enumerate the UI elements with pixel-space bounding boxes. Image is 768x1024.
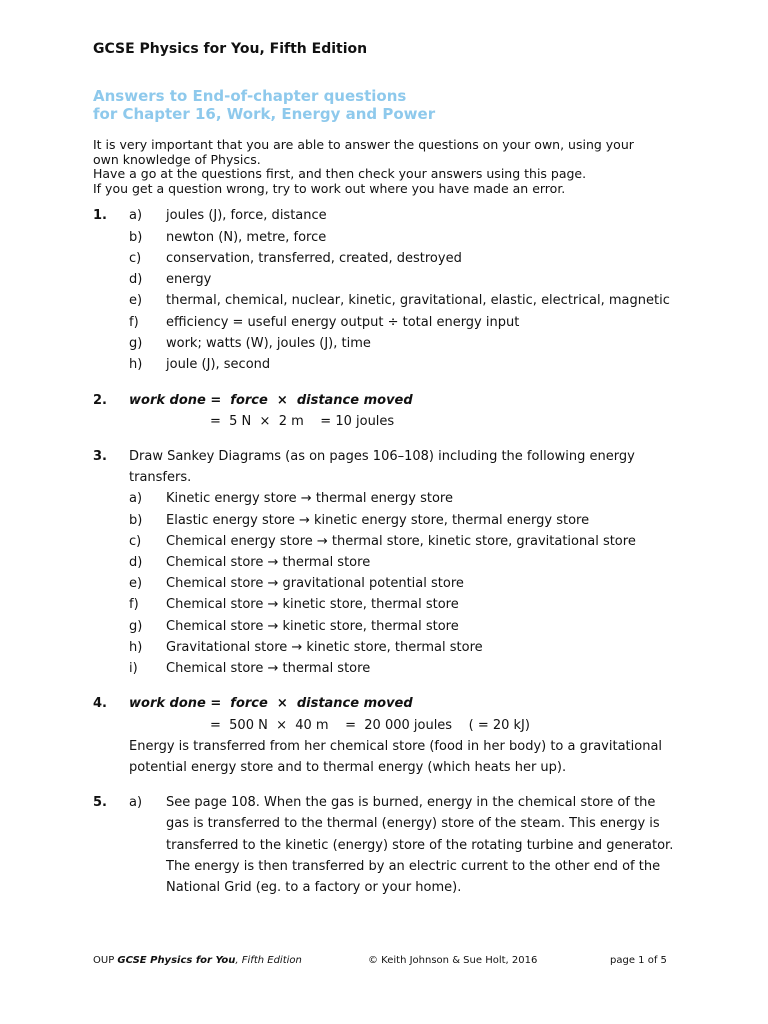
paragraph-line: The energy is then transferred by an electric current to the other end of the [166, 858, 661, 874]
answer-text: efficiency = useful energy output ÷ total energy input [166, 315, 520, 330]
question-number: 4. [93, 696, 107, 711]
question-3-intro [129, 446, 635, 489]
question-5-answer [166, 792, 673, 898]
answer-text: Chemical energy store → thermal store, kinetic store, gravitational store [166, 534, 636, 549]
answer-text: joule (J), second [166, 357, 271, 372]
paragraph-line: gas is transferred to the thermal (energy) store of the steam. This energy is [166, 816, 660, 832]
intro-line: If you get a question wrong, try to work out where you have made an error. [93, 180, 566, 196]
item-label: b) [129, 230, 143, 245]
item-label: f) [129, 597, 139, 612]
footer-publication [93, 955, 302, 966]
paragraph-line: transfers. [129, 470, 192, 486]
footer-edition: , Fifth Edition [235, 955, 302, 966]
chapter-heading [93, 87, 435, 123]
page-title: GCSE Physics for You, Fifth Edition [93, 41, 368, 57]
item-label: g) [129, 619, 143, 634]
item-label: f) [129, 315, 139, 330]
answer-text: joules (J), force, distance [166, 208, 327, 223]
question-number: 1. [93, 208, 107, 223]
question-number: 5. [93, 795, 107, 810]
item-label: c) [129, 251, 142, 266]
paragraph-line: potential energy store and to thermal energy (which heats her up). [129, 760, 567, 776]
answer-text: work; watts (W), joules (J), time [166, 336, 371, 351]
answer-text: Chemical store → gravitational potential store [166, 576, 464, 591]
paragraph-line: transferred to the kinetic (energy) store of the rotating turbine and generator. [166, 837, 674, 853]
footer-publisher: OUP [93, 955, 118, 966]
answer-text: Chemical store → kinetic store, thermal store [166, 619, 459, 634]
answer-text: Chemical store → thermal store [166, 555, 371, 570]
chapter-heading-line2: for Chapter 16, Work, Energy and Power [93, 105, 436, 123]
item-label: a) [129, 491, 143, 506]
answer-text: energy [166, 272, 212, 287]
footer-copyright: © Keith Johnson & Sue Holt, 2016 [368, 955, 538, 966]
question-4-explanation [129, 736, 662, 779]
answer-text: newton (N), metre, force [166, 230, 327, 245]
question-number: 2. [93, 393, 107, 408]
item-label: a) [129, 795, 143, 810]
item-label: d) [129, 272, 143, 287]
answer-text: Kinetic energy store → thermal energy store [166, 491, 453, 506]
answer-text: Chemical store → thermal store [166, 661, 371, 676]
paragraph-line: See page 108. When the gas is burned, energy in the chemical store of the [166, 795, 656, 810]
answer-text: thermal, chemical, nuclear, kinetic, gravitational, elastic, electrical, magnetic [166, 293, 670, 308]
paragraph-line: Energy is transferred from her chemical store (food in her body) to a gravitational [129, 739, 663, 754]
paragraph-line: Draw Sankey Diagrams (as on pages 106–108) including the following energy [129, 449, 635, 464]
formula: work done = force × distance moved [129, 393, 413, 408]
item-label: a) [129, 208, 143, 223]
item-label: c) [129, 534, 142, 549]
chapter-heading-line1: Answers to End-of-chapter questions [93, 87, 407, 105]
footer-page-number: page 1 of 5 [610, 955, 667, 966]
answer-text: Chemical store → kinetic store, thermal store [166, 597, 459, 612]
item-label: e) [129, 576, 143, 591]
answer-text: Elastic energy store → kinetic energy store, thermal energy store [166, 513, 590, 528]
intro-line: It is very important that you are able to answer the questions on your own, using your [93, 137, 634, 152]
answer-text: conservation, transferred, created, destroyed [166, 251, 462, 266]
answer-text: Gravitational store → kinetic store, thermal store [166, 640, 483, 655]
calculation: = 5 N × 2 m = 10 joules [210, 414, 395, 429]
item-label: h) [129, 640, 143, 655]
item-label: d) [129, 555, 143, 570]
footer-book-title: GCSE Physics for You [117, 955, 236, 966]
intro-line: Have a go at the questions first, and then check your answers using this page. [93, 166, 587, 181]
item-label: g) [129, 336, 143, 351]
calculation: = 500 N × 40 m = 20 000 joules ( = 20 kJ) [210, 718, 530, 733]
item-label: e) [129, 293, 143, 308]
intro-line: own knowledge of Physics. [93, 151, 261, 167]
item-label: h) [129, 357, 143, 372]
item-label: b) [129, 513, 143, 528]
item-label: i) [129, 661, 138, 676]
question-number: 3. [93, 449, 107, 464]
intro-paragraph [93, 138, 693, 196]
formula: work done = force × distance moved [129, 696, 413, 711]
paragraph-line: National Grid (eg. to a factory or your home). [166, 880, 462, 896]
